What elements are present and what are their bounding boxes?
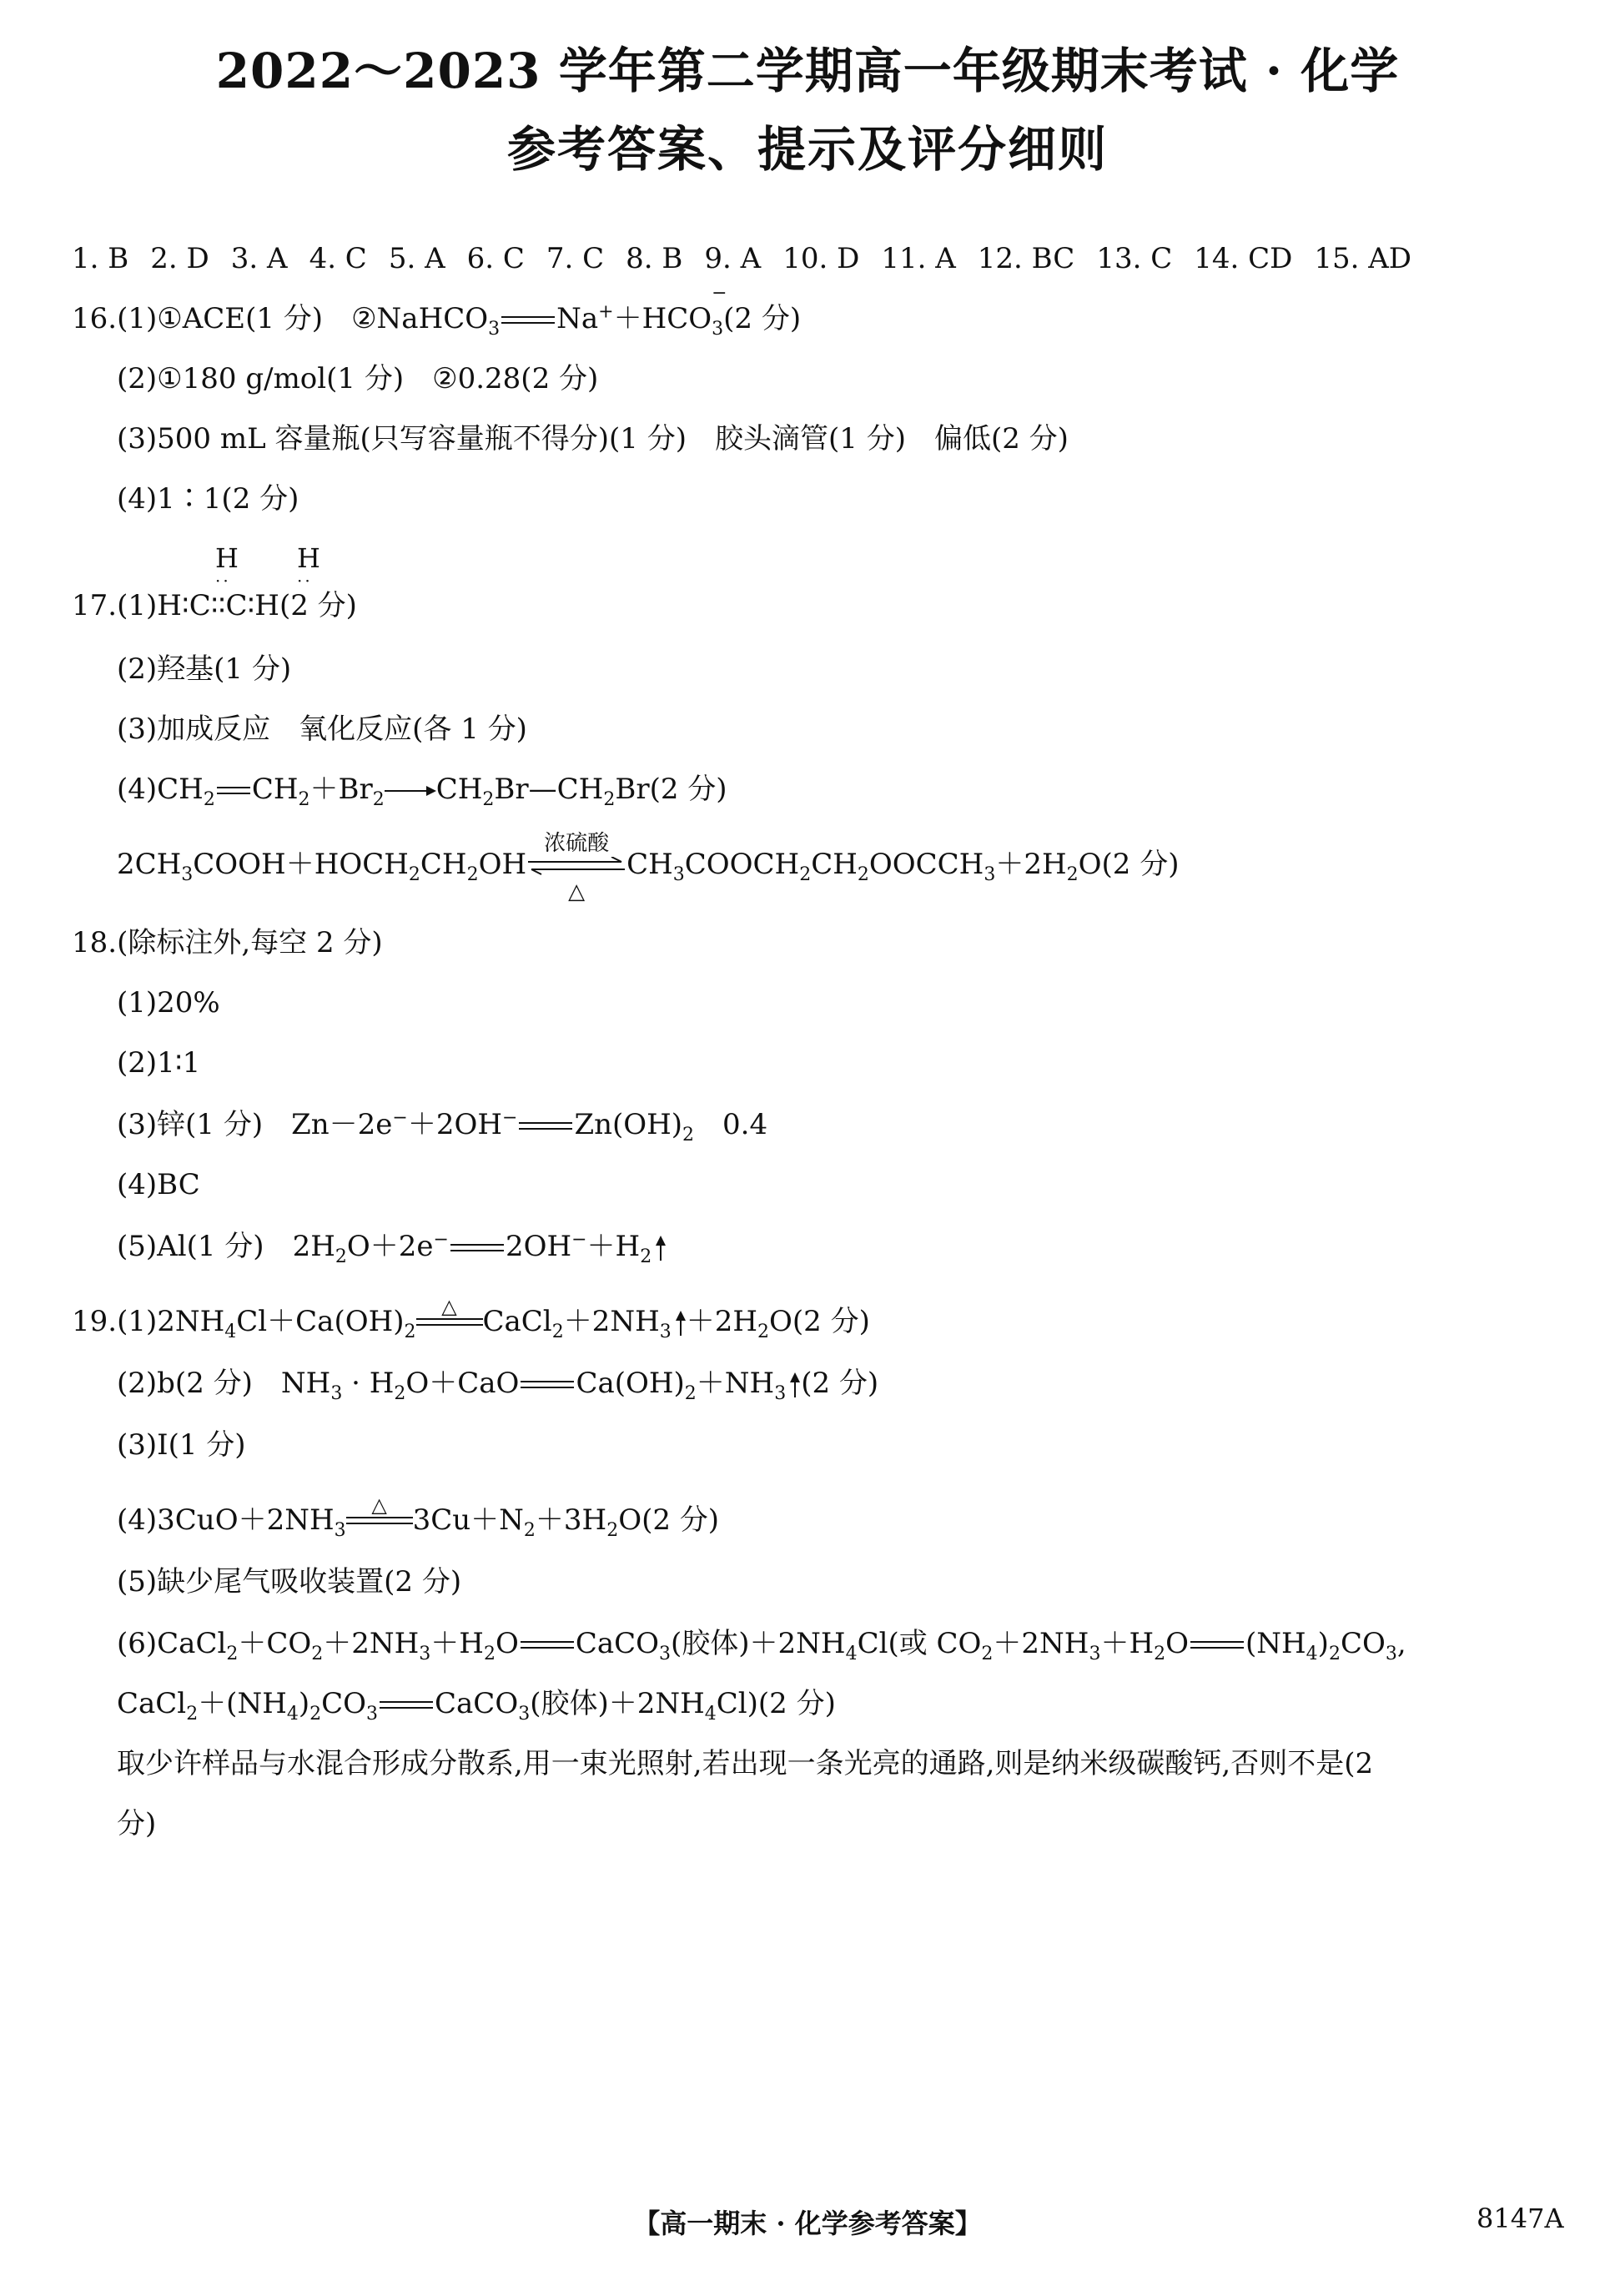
- mcq-answer: 3. A: [230, 242, 288, 275]
- lewis-h-top-2: H: [297, 542, 320, 574]
- q19-line-3: (3)Ⅰ(1 分): [117, 1428, 246, 1462]
- lewis-dots-2: ··: [297, 571, 313, 591]
- q18-line-1: (1)20%: [117, 986, 220, 1020]
- q19-line-7: $CaCl_2+(NH_4)_2CO_3$ CaCO$_3$(胶体)$+2NH_4Cl)(2$ 分): [117, 1687, 836, 1725]
- mcq-answer: 13. C: [1096, 242, 1173, 275]
- q16-line-2: (2)①180 g/mol(1 分) ②0.28(2 分): [117, 362, 599, 395]
- mcq-answer: 4. C: [309, 242, 367, 275]
- page-title: 2022～2023 学年第二学期高一年级期末考试 · 化学: [215, 43, 1400, 99]
- mcq-answer: 9. A: [704, 242, 762, 275]
- q19-line-9: 分): [117, 1807, 157, 1840]
- q16-line-3: (3)500 mL 容量瓶(只写容量瓶不得分)(1 分) 胶头滴管(1 分) 偏低(2 分): [117, 422, 1069, 456]
- mcq-answer: 5. A: [388, 242, 445, 275]
- mcq-answer: 12. BC: [977, 242, 1075, 275]
- reversible-arrow: 浓硫酸 △: [528, 857, 625, 875]
- mcq-answers: [72, 242, 1433, 275]
- page-subtitle: 参考答案、提示及评分细则: [506, 121, 1108, 178]
- mcq-answer: 6. C: [466, 242, 525, 275]
- mcq-answer: 2. D: [150, 242, 209, 275]
- q18-line-0: 18.(除标注外,每空 2 分): [72, 926, 383, 959]
- q19-line-8: 取少许样品与水混合形成分散系,用一束光照射,若出现一条光亮的通路,则是纳米级碳酸钙,否则不是(2: [117, 1747, 1374, 1780]
- mcq-answer: 1. B: [72, 242, 129, 275]
- mcq-answer: 7. C: [546, 242, 605, 275]
- q18-line-5: (5)Al(1 分) $2H_2O+2e^-$ $2OH^-+H_2$: [117, 1230, 667, 1263]
- q18-line-2: (2)1∶1: [117, 1046, 201, 1080]
- q17-line-4: $(4)CH_2$ $CH_2+Br_2$ $CH_2Br—CH_2Br(2$ 分): [117, 773, 727, 810]
- q16-line-1: 16.(1)①ACE(1 分) ②NaHCO$_3$ Na+＋HCO $_{- 3}$(2 分): [72, 282, 802, 340]
- q17-line-1: 17.(1)H∶C∶∶C∶H(2 分): [72, 589, 357, 622]
- mcq-answer: 11. A: [881, 242, 956, 275]
- q16-line-4: (4)1∶1(2 分): [117, 482, 299, 516]
- mcq-answer: 8. B: [626, 242, 683, 275]
- lewis-h-top-1: H: [215, 542, 239, 574]
- mcq-answer: 14. CD: [1194, 242, 1293, 275]
- q18-line-4: (4)BC: [117, 1168, 200, 1201]
- mcq-answer: 15. AD: [1314, 242, 1412, 275]
- mcq-answer: 10. D: [782, 242, 860, 275]
- q19-line-4: $(4)3CuO+2NH_3$ △ $3Cu+N_2+3H_2O(2$ 分): [117, 1493, 720, 1541]
- q19-line-5: (5)缺少尾气吸收装置(2 分): [117, 1565, 462, 1599]
- q18-line-3: (3)锌(1 分) Zn－2e−＋2OH− $Zn(OH)_2$ 0.4: [117, 1107, 768, 1145]
- q19-line-1: $19.(1)2NH_4Cl+Ca(OH)_2$ △ $CaCl_2+2NH_3 +2H_2O(2$ 分): [72, 1295, 870, 1342]
- footer-label: 【高一期末 · 化学参考答案】: [633, 2208, 982, 2239]
- q19-line-2: (2)b(2 分) $NH_3 \cdot H_2O+CaO$ $Ca(OH)_2+NH_3$ (2 分): [117, 1367, 879, 1404]
- q17-line-3: (3)加成反应 氧化反应(各 1 分): [117, 712, 527, 746]
- q17-line-5: $2CH_3COOH+HOCH_2CH_2OH$ 浓硫酸 △ $CH_3COOCH_2CH_2OOCCH_3+2H_2O(2$ 分): [117, 831, 1180, 904]
- document-code: 8147A: [1477, 2203, 1564, 2234]
- q19-line-6: $(6)CaCl_2+CO_2+2NH_3+H_2O$ CaCO$_3$(胶体)$+2NH_4Cl$(或 $CO_2+2NH_3+H_2O$ $(NH_4)_2CO_3$,: [117, 1627, 1406, 1664]
- q17-line-2: (2)羟基(1 分): [117, 652, 292, 686]
- lewis-dots-1: ··: [215, 571, 231, 591]
